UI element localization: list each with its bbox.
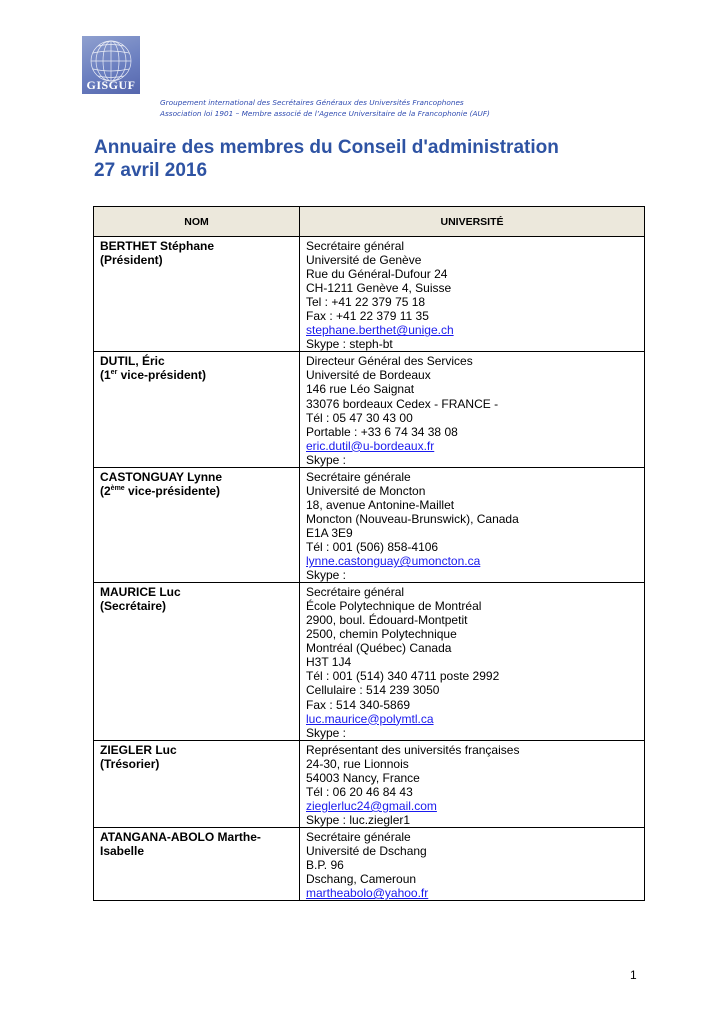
member-role-text: (Président) <box>100 253 163 268</box>
member-name: DUTIL, Éric <box>100 354 165 369</box>
globe-icon <box>84 37 138 83</box>
contact-line: Directeur Général des Services <box>306 354 473 369</box>
member-university-cell <box>300 740 645 827</box>
member-university-cell <box>300 827 645 900</box>
member-name-cell <box>94 583 300 741</box>
member-role-ordinal: er <box>110 369 118 377</box>
member-name-cell <box>94 237 300 352</box>
member-name: ZIEGLER Luc <box>100 742 177 757</box>
member-role-text: (Secrétaire) <box>100 599 167 614</box>
table-row <box>94 740 645 827</box>
member-role-text: (2 <box>100 483 111 498</box>
skype-line: Skype : <box>306 568 347 583</box>
email-link[interactable]: luc.maurice@polymtl.ca <box>306 711 434 726</box>
member-role-text: (Trésorier) <box>100 756 160 771</box>
contact-line: Rue du Général-Dufour 24 <box>306 267 448 282</box>
member-name: CASTONGUAY Lynne <box>100 469 223 484</box>
contact-line: Cellulaire : 514 239 3050 <box>306 683 440 698</box>
contact-line: Portable : +33 6 74 34 38 08 <box>306 424 458 439</box>
contact-line: Fax : +41 22 379 11 35 <box>306 309 429 324</box>
email-link[interactable]: eric.dutil@u-bordeaux.fr <box>306 438 435 453</box>
table-header-row <box>94 207 645 237</box>
member-role <box>100 757 293 771</box>
member-university-cell <box>300 467 645 582</box>
page-number: 1 <box>630 968 637 982</box>
member-name-cell <box>94 467 300 582</box>
contact-line: Secrétaire générale <box>306 469 411 484</box>
member-role <box>100 599 293 613</box>
org-line-1: Groupement international des Secrétaires Généraux des Universités Francophones <box>160 98 464 107</box>
member-name: BERTHET Stéphane <box>100 239 215 253</box>
contact-line: Fax : 514 340-5869 <box>306 697 411 712</box>
member-role <box>100 253 293 267</box>
contact-line: 54003 Nancy, France <box>306 770 420 785</box>
contact-line: E1A 3E9 <box>306 525 353 540</box>
member-role-text-end: vice-présidente) <box>124 483 221 498</box>
members-table <box>93 206 645 901</box>
member-name-cell <box>94 827 300 900</box>
contact-line: 146 rue Léo Saignat <box>306 382 415 397</box>
contact-line: 2900, boul. Édouard-Montpetit <box>306 613 468 628</box>
contact-line: Université de Genève <box>306 253 422 268</box>
column-header-name: NOM <box>94 207 300 237</box>
skype-line: Skype : luc.ziegler1 <box>306 812 411 827</box>
email-link[interactable]: zieglerluc24@gmail.com <box>306 798 437 813</box>
table-row <box>94 583 645 741</box>
email-link[interactable]: lynne.castonguay@umoncton.ca <box>306 554 481 569</box>
contact-line: Tél : 05 47 30 43 00 <box>306 410 413 425</box>
title-line-1: Annuaire des membres du Conseil d'administration <box>94 137 559 158</box>
contact-line: 33076 bordeaux Cedex - FRANCE - <box>306 396 499 411</box>
organization-info <box>160 97 490 119</box>
member-university-cell <box>300 583 645 741</box>
title-date: 27 avril 2016 <box>94 160 208 181</box>
contact-line: Tél : 06 20 46 84 43 <box>306 784 413 799</box>
contact-line: Tél : 001 (514) 340 4711 poste 2992 <box>306 669 500 684</box>
member-role <box>100 368 293 382</box>
email-link[interactable]: stephane.berthet@unige.ch <box>306 323 454 338</box>
contact-line: 2500, chemin Polytechnique <box>306 627 457 642</box>
contact-line: Secrétaire général <box>306 239 405 253</box>
contact-line: B.P. 96 <box>306 858 344 873</box>
member-name-cell <box>94 352 300 467</box>
email-link[interactable]: martheabolo@yahoo.fr <box>306 886 429 901</box>
table-row <box>94 827 645 900</box>
contact-line: Tél : 001 (506) 858-4106 <box>306 539 439 554</box>
member-role <box>100 484 293 498</box>
contact-line: Université de Moncton <box>306 483 426 498</box>
column-header-university: UNIVERSITÉ <box>300 207 645 237</box>
member-name: ATANGANA-ABOLO Marthe-Isabelle <box>100 829 261 858</box>
member-university-cell <box>300 237 645 352</box>
table-row <box>94 237 645 352</box>
contact-line: École Polytechnique de Montréal <box>306 599 482 614</box>
contact-line: Secrétaire général <box>306 585 405 600</box>
member-role-ordinal: ème <box>110 484 125 492</box>
member-university-cell <box>300 352 645 467</box>
logo-text: GISGUF <box>86 78 136 92</box>
member-role-text: (1 <box>100 368 111 383</box>
skype-line: Skype : <box>306 725 347 740</box>
table-row <box>94 467 645 582</box>
contact-line: Représentant des universités françaises <box>306 742 520 757</box>
contact-line: Université de Bordeaux <box>306 368 431 383</box>
contact-line: Dschang, Cameroun <box>306 872 417 887</box>
member-name: MAURICE Luc <box>100 585 181 600</box>
skype-line: Skype : steph-bt <box>306 337 393 352</box>
contact-line: Montréal (Québec) Canada <box>306 641 452 656</box>
org-line-2: Association loi 1901 – Membre associé de l’Agence Universitaire de la Francophonie (AUF) <box>160 109 490 118</box>
contact-line: Tel : +41 22 379 75 18 <box>306 295 426 310</box>
contact-line: Université de Dschang <box>306 843 427 858</box>
gisguf-logo <box>82 36 140 94</box>
contact-line: Moncton (Nouveau-Brunswick), Canada <box>306 511 519 526</box>
member-role-text-end: vice-président) <box>117 368 206 383</box>
contact-line: 18, avenue Antonine-Maillet <box>306 497 455 512</box>
skype-line: Skype : <box>306 452 347 467</box>
contact-line: 24-30, rue Lionnois <box>306 756 409 771</box>
contact-line: Secrétaire générale <box>306 829 411 844</box>
contact-line: H3T 1J4 <box>306 655 352 670</box>
contact-line: CH-1211 Genève 4, Suisse <box>306 281 452 296</box>
member-name-cell <box>94 740 300 827</box>
document-title <box>94 136 559 182</box>
table-row <box>94 352 645 467</box>
